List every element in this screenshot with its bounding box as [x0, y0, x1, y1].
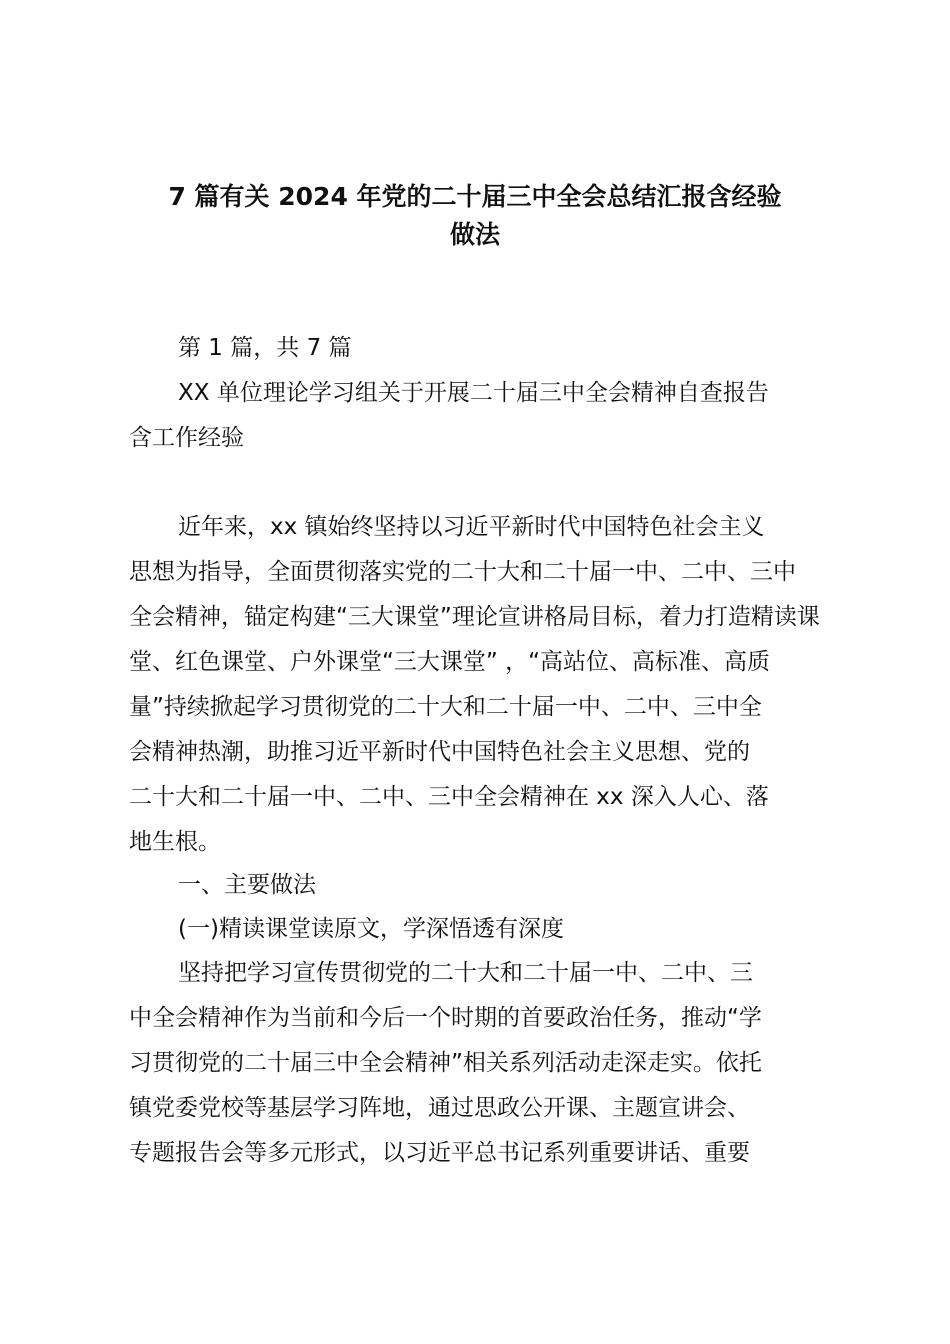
paragraph1-line-6: 会精神热潮，助推习近平新时代中国特色社会主义思想、党的 — [129, 739, 750, 765]
paragraph1-line-1: 近年来，xx 镇始终坚持以习近平新时代中国特色社会主义 — [178, 514, 765, 540]
paragraph2-line-1: 坚持把学习宣传贯彻党的二十大和二十届一中、二中、三 — [178, 960, 753, 986]
paragraph1-line-4: 堂、红色课堂、户外课堂“三大课堂” ，“高站位、高标准、高质 — [129, 649, 771, 675]
title-line-2: 做法 — [449, 220, 500, 249]
subtitle-line-1: XX 单位理论学习组关于开展二十届三中全会精神自查报告 — [178, 380, 769, 406]
paragraph1-line-2: 思想为指导，全面贯彻落实党的二十大和二十届一中、二中、三中 — [129, 559, 796, 585]
paragraph2-line-3: 习贯彻党的二十届三中全会精神”相关系列活动走深走实。依托 — [129, 1050, 762, 1076]
title-line-1: 7 篇有关 2024 年党的二十届三中全会总结汇报含经验 — [168, 182, 782, 211]
paragraph2-line-2: 中全会精神作为当前和今后一个时期的首要政治任务，推动“学 — [129, 1005, 762, 1031]
paragraph2-line-5: 专题报告会等多元形式，以习近平总书记系列重要讲话、重要 — [129, 1140, 750, 1166]
document-title — [110, 178, 840, 254]
paragraph2-line-4: 镇党委党校等基层学习阵地，通过思政公开课、主题宣讲会、 — [129, 1095, 750, 1121]
subtitle-line-2: 含工作经验 — [129, 425, 244, 451]
section-heading-1: 一、主要做法 — [178, 872, 316, 898]
section-heading-2: (一)精读课堂读原文，学深悟透有深度 — [178, 916, 564, 942]
paragraph1-line-8: 地生根。 — [129, 829, 221, 855]
paragraph1-line-5: 量”持续掀起学习贯彻党的二十大和二十届一中、二中、三中全 — [129, 694, 762, 720]
paragraph1-line-3: 全会精神，锚定构建“三大课堂”理论宣讲格局目标，着力打造精读课 — [129, 604, 820, 630]
section-count: 第 1 篇，共 7 篇 — [178, 335, 352, 361]
paragraph1-line-7: 二十大和二十届一中、二中、三中全会精神在 xx 深入人心、落 — [129, 784, 769, 810]
